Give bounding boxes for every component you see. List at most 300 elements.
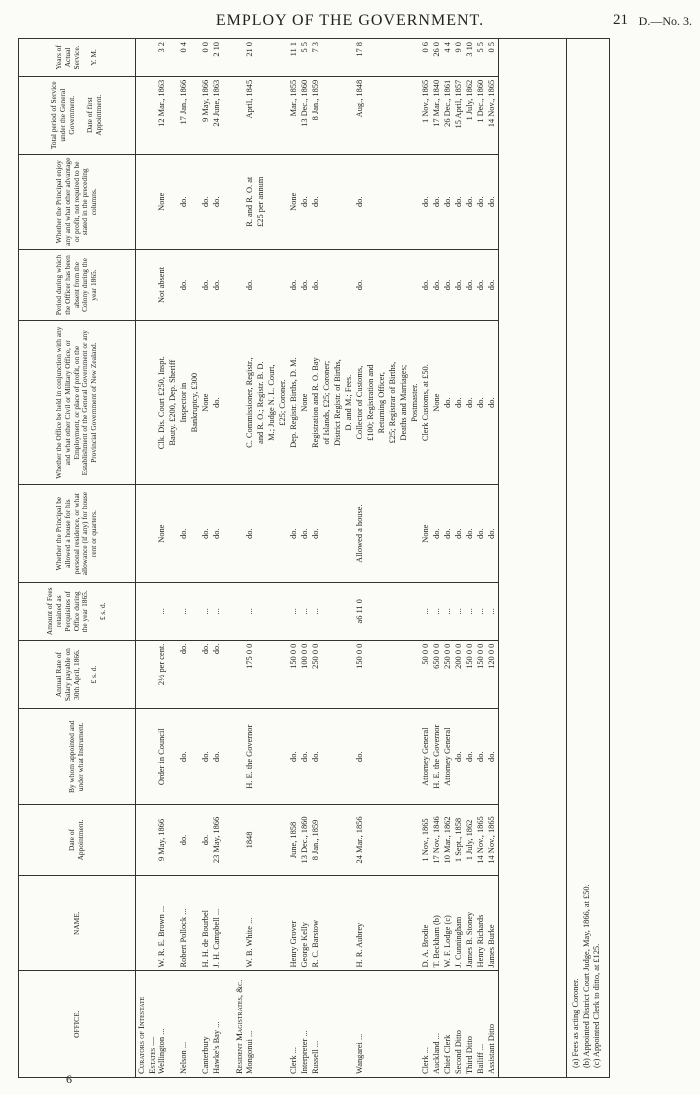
col-house: Whether the Principal be allowed a house for his personal residence, or what allowance (if any) for house rent or quarters. xyxy=(19,485,136,583)
cell-other: District Registr. of Births, xyxy=(333,321,344,485)
cell-absent: do. xyxy=(245,249,256,320)
cell-by xyxy=(322,709,333,804)
table-row xyxy=(157,39,168,1078)
cell-house: do. xyxy=(212,485,223,583)
cell-office xyxy=(190,971,201,1078)
cell-by: H. E. the Governor xyxy=(245,709,256,804)
cell-first xyxy=(366,76,377,154)
cell-adv: do. xyxy=(179,154,190,249)
table-body xyxy=(136,39,499,1078)
table-row xyxy=(454,39,465,1078)
cell-absent xyxy=(234,249,245,320)
cell-house xyxy=(278,485,289,583)
cell-date: 14 Nov., 1865 xyxy=(476,804,487,875)
cell-years xyxy=(388,39,399,77)
cell-first xyxy=(190,76,201,154)
cell-date: 14 Nov., 1865 xyxy=(487,804,499,875)
cell-first: 12 Mar., 1863 xyxy=(157,76,168,154)
cell-first xyxy=(388,76,399,154)
cell-adv: do. xyxy=(465,154,476,249)
cell-name: J. Cunningham xyxy=(454,875,465,970)
cell-office: Wangarei ... xyxy=(355,971,366,1078)
cell-office xyxy=(344,971,355,1078)
cell-house: do. xyxy=(465,485,476,583)
cell-date: 24 Mar., 1856 xyxy=(355,804,366,875)
col-fees xyxy=(19,582,136,640)
cell-first xyxy=(168,76,179,154)
cell-by xyxy=(377,709,388,804)
cell-fees xyxy=(256,582,267,640)
rotated-table-region xyxy=(18,38,610,1078)
cell-first: 24 June, 1863 xyxy=(212,76,223,154)
cell-sal xyxy=(136,640,158,709)
cell-name: Henry Richards xyxy=(476,875,487,970)
cell-adv: do. xyxy=(212,154,223,249)
cell-sal xyxy=(344,640,355,709)
cell-sal: 150 0 0 xyxy=(289,640,300,709)
cell-office: Mongonui ... xyxy=(245,971,256,1078)
cell-by: do. xyxy=(454,709,465,804)
cell-sal: 200 0 0 xyxy=(454,640,465,709)
cell-office xyxy=(322,971,333,1078)
table-row xyxy=(190,39,201,1078)
cell-date: 10 Mar., 1862 xyxy=(443,804,454,875)
cell-by: Order in Council xyxy=(157,709,168,804)
cell-office: Bailiff ... xyxy=(476,971,487,1078)
col-first-appt-label: Date of first Appointment. xyxy=(84,94,103,136)
cell-fees xyxy=(234,582,245,640)
cell-adv: do. xyxy=(300,154,311,249)
cell-office xyxy=(388,971,399,1078)
cell-adv: do. xyxy=(201,154,212,249)
cell-years: 9 0 xyxy=(454,39,465,77)
col-other-office: Whether the Office be held in conjunction with any and what other Civil or Military Office, or Employment, or place of profit, on the Establishment of the General Government or any Provincial Government of New Zealand. xyxy=(19,321,136,485)
cell-fees: ... xyxy=(289,582,300,640)
cell-date xyxy=(256,804,267,875)
cell-by: do. xyxy=(289,709,300,804)
cell-date xyxy=(168,804,179,875)
cell-house xyxy=(388,485,399,583)
cell-absent: do. xyxy=(300,249,311,320)
cell-house xyxy=(366,485,377,583)
cell-by xyxy=(256,709,267,804)
cell-house xyxy=(399,485,410,583)
cell-house: do. xyxy=(311,485,322,583)
cell-fees xyxy=(399,582,410,640)
cell-by: do. xyxy=(487,709,499,804)
cell-absent: do. xyxy=(465,249,476,320)
cell-by xyxy=(399,709,410,804)
cell-sal xyxy=(278,640,289,709)
cell-years xyxy=(168,39,179,77)
footnote-a: (a) Fees as acting Coroner. xyxy=(571,978,580,1068)
cell-first: 26 Dec., 1861 xyxy=(443,76,454,154)
cell-other: do. xyxy=(465,321,476,485)
cell-first xyxy=(377,76,388,154)
table-row xyxy=(432,39,443,1078)
cell-years xyxy=(223,39,234,77)
cell-name: George Kelly xyxy=(300,875,311,970)
page-number: 21 xyxy=(613,12,628,28)
cell-name: W. F. Lodge (c) xyxy=(443,875,454,970)
table-row xyxy=(234,39,245,1078)
cell-other: None xyxy=(201,321,212,485)
cell-fees xyxy=(278,582,289,640)
cell-by: do. xyxy=(300,709,311,804)
cell-first: 14 Nov., 1865 xyxy=(487,76,499,154)
cell-sal: 150 0 0 xyxy=(465,640,476,709)
cell-years: 0 6 xyxy=(421,39,432,77)
cell-name xyxy=(399,875,410,970)
cell-date xyxy=(377,804,388,875)
cell-years xyxy=(410,39,421,77)
cell-first: 17 Mar., 1840 xyxy=(432,76,443,154)
cell-sal xyxy=(190,640,201,709)
footnote-divider xyxy=(566,38,567,1078)
cell-date xyxy=(267,804,278,875)
cell-by xyxy=(366,709,377,804)
cell-years: 11 1 xyxy=(289,39,300,77)
cell-absent: do. xyxy=(476,249,487,320)
footnotes xyxy=(571,884,603,1068)
cell-first: 15 April, 1857 xyxy=(454,76,465,154)
cell-fees: ... xyxy=(201,582,212,640)
col-first-appointment xyxy=(19,76,136,154)
cell-date xyxy=(234,804,245,875)
cell-house xyxy=(322,485,333,583)
footnote-c: (c) Appointed Clerk to ditto, at £125. xyxy=(592,943,601,1068)
cell-adv: None xyxy=(289,154,300,249)
cell-first xyxy=(267,76,278,154)
cell-first: 8 Jan., 1859 xyxy=(311,76,322,154)
cell-sal xyxy=(388,640,399,709)
table-row xyxy=(388,39,399,1078)
cell-name: R. C. Barstow xyxy=(311,875,322,970)
cell-years: 5 5 xyxy=(300,39,311,77)
table-row xyxy=(311,39,322,1078)
cell-absent xyxy=(223,249,234,320)
cell-years xyxy=(344,39,355,77)
cell-absent xyxy=(267,249,278,320)
cell-name xyxy=(234,875,245,970)
cell-by xyxy=(267,709,278,804)
cell-fees: ... xyxy=(421,582,432,640)
cell-house: do. xyxy=(245,485,256,583)
cell-sal xyxy=(223,640,234,709)
col-salary-label: Annual Rate of Salary payable on 30th April, 1866. xyxy=(53,648,81,702)
cell-sal: do. xyxy=(201,640,212,709)
cell-date: 13 Dec., 1860 xyxy=(300,804,311,875)
cell-years: 3 2 xyxy=(157,39,168,77)
cell-name: J. H. Campbell ... xyxy=(212,875,223,970)
cell-absent xyxy=(278,249,289,320)
cell-first xyxy=(399,76,410,154)
cell-office: Hawke's Bay ... xyxy=(212,971,223,1078)
cell-fees xyxy=(344,582,355,640)
cell-house: None xyxy=(157,485,168,583)
cell-sal xyxy=(377,640,388,709)
cell-absent: do. xyxy=(201,249,212,320)
cell-absent xyxy=(388,249,399,320)
cell-other: Collector of Customs, xyxy=(355,321,366,485)
cell-years: 3 10 xyxy=(465,39,476,77)
cell-by xyxy=(278,709,289,804)
cell-fees: ... xyxy=(157,582,168,640)
table-row xyxy=(322,39,333,1078)
cell-adv: R. and R. O. at xyxy=(245,154,256,249)
cell-office xyxy=(223,971,234,1078)
cell-years xyxy=(278,39,289,77)
table-row xyxy=(421,39,432,1078)
cell-name: D. A. Brodie xyxy=(421,875,432,970)
cell-office: Second Ditto xyxy=(454,971,465,1078)
cell-name xyxy=(388,875,399,970)
cell-other: Bauty. £200, Dep. Sheriff xyxy=(168,321,179,485)
cell-sal: do. xyxy=(179,640,190,709)
cell-absent xyxy=(333,249,344,320)
cell-years xyxy=(136,39,158,77)
cell-name xyxy=(190,875,201,970)
cell-years xyxy=(234,39,245,77)
cell-sal: 50 0 0 xyxy=(421,640,432,709)
cell-date xyxy=(223,804,234,875)
cell-first xyxy=(410,76,421,154)
cell-sal: 650 0 0 xyxy=(432,640,443,709)
cell-date: 1 Sept., 1858 xyxy=(454,804,465,875)
table-row xyxy=(344,39,355,1078)
table-row xyxy=(201,39,212,1078)
cell-name: H. R. Aubrey xyxy=(355,875,366,970)
cell-absent xyxy=(344,249,355,320)
cell-by: do. xyxy=(311,709,322,804)
cell-office xyxy=(410,971,421,1078)
cell-other: do. xyxy=(476,321,487,485)
cell-house: do. xyxy=(179,485,190,583)
table-row xyxy=(300,39,311,1078)
cell-by: H. E. the Governor xyxy=(432,709,443,804)
cell-years xyxy=(377,39,388,77)
cell-other: C. Commissioner, Registr., xyxy=(245,321,256,485)
cell-first: 1 Nov., 1865 xyxy=(421,76,432,154)
cell-absent: do. xyxy=(212,249,223,320)
table-row xyxy=(476,39,487,1078)
cell-date xyxy=(333,804,344,875)
col-office: OFFICE. xyxy=(19,971,136,1078)
cell-first xyxy=(256,76,267,154)
cell-name: W. B. White ... xyxy=(245,875,256,970)
cell-fees: ... xyxy=(487,582,499,640)
cell-by: do. xyxy=(179,709,190,804)
page-title: EMPLOY OF THE GOVERNMENT. xyxy=(215,12,485,29)
cell-date: 1 Nov., 1865 xyxy=(421,804,432,875)
cell-other: and R. O.; Registr. B. D. xyxy=(256,321,267,485)
cell-adv xyxy=(278,154,289,249)
cell-other: Returning Officer, xyxy=(377,321,388,485)
cell-name xyxy=(256,875,267,970)
cell-office: Canterbury xyxy=(201,971,212,1078)
cell-fees: ... xyxy=(443,582,454,640)
cell-sal xyxy=(234,640,245,709)
cell-sal: 120 0 0 xyxy=(487,640,499,709)
cell-name: James B. Stoney xyxy=(465,875,476,970)
cell-office: Nelson ... xyxy=(179,971,190,1078)
cell-sal xyxy=(333,640,344,709)
cell-other: None xyxy=(432,321,443,485)
cell-years: 17 8 xyxy=(355,39,366,77)
cell-name xyxy=(366,875,377,970)
cell-other: Clk. Dis. Court £250, Inspt. xyxy=(157,321,168,485)
cell-office: Assistant Ditto xyxy=(487,971,499,1078)
table-row xyxy=(256,39,267,1078)
cell-name xyxy=(322,875,333,970)
cell-first: 9 May, 1866 xyxy=(201,76,212,154)
cell-by xyxy=(344,709,355,804)
cell-house xyxy=(333,485,344,583)
cell-first: 13 Dec., 1860 xyxy=(300,76,311,154)
table-row xyxy=(223,39,234,1078)
table-row xyxy=(465,39,476,1078)
cell-other: D. and M.; Fees. xyxy=(344,321,355,485)
cell-first xyxy=(234,76,245,154)
cell-adv xyxy=(223,154,234,249)
cell-house: do. xyxy=(487,485,499,583)
cell-sal: 250 0 0 xyxy=(311,640,322,709)
cell-by xyxy=(333,709,344,804)
cell-office xyxy=(256,971,267,1078)
cell-office: Clerk ... xyxy=(421,971,432,1078)
cell-fees xyxy=(322,582,333,640)
cell-name: Henry Grover xyxy=(289,875,300,970)
table-row xyxy=(410,39,421,1078)
cell-sal xyxy=(399,640,410,709)
cell-office: Third Ditto xyxy=(465,971,476,1078)
cell-date xyxy=(399,804,410,875)
col-fees-label: Amount of Fees retained as Perquisites of Office during the year 1865. xyxy=(44,587,90,636)
cell-office: Resident Magistrates, &c. xyxy=(234,971,245,1078)
cell-date: June, 1858 xyxy=(289,804,300,875)
cell-years: 5 5 xyxy=(476,39,487,77)
cell-first: 17 Jan., 1866 xyxy=(179,76,190,154)
cell-absent: do. xyxy=(311,249,322,320)
document-reference: D.—No. 3. xyxy=(638,14,692,28)
cell-years xyxy=(256,39,267,77)
table-row xyxy=(366,39,377,1078)
table-row xyxy=(179,39,190,1078)
cell-by xyxy=(136,709,158,804)
cell-adv: do. xyxy=(487,154,499,249)
cell-fees: ... xyxy=(432,582,443,640)
cell-date: 8 Jan., 1859 xyxy=(311,804,322,875)
cell-house xyxy=(256,485,267,583)
table-row xyxy=(267,39,278,1078)
cell-house: do. xyxy=(454,485,465,583)
cell-absent xyxy=(256,249,267,320)
cell-adv: None xyxy=(157,154,168,249)
cell-date: do. xyxy=(179,804,190,875)
col-years-units: Y. M. xyxy=(89,49,99,66)
cell-years: 0 0 xyxy=(201,39,212,77)
employment-table xyxy=(18,38,499,1078)
footnote-b: (b) Appointed District Court Judge, May, 1866, at £50. xyxy=(581,884,591,1068)
cell-fees xyxy=(388,582,399,640)
cell-by xyxy=(168,709,179,804)
table-row xyxy=(289,39,300,1078)
col-years xyxy=(19,39,136,77)
cell-absent: do. xyxy=(179,249,190,320)
cell-fees xyxy=(168,582,179,640)
cell-first xyxy=(344,76,355,154)
cell-years: 0 4 xyxy=(179,39,190,77)
cell-sal xyxy=(256,640,267,709)
cell-fees: ... xyxy=(212,582,223,640)
cell-fees xyxy=(377,582,388,640)
cell-adv: do. xyxy=(454,154,465,249)
cell-absent: do. xyxy=(355,249,366,320)
cell-other: £25; Coroner. xyxy=(278,321,289,485)
cell-sal xyxy=(168,640,179,709)
cell-house: None xyxy=(421,485,432,583)
col-salary xyxy=(19,640,136,709)
cell-other: None xyxy=(300,321,311,485)
cell-office xyxy=(377,971,388,1078)
cell-house xyxy=(168,485,179,583)
cell-by xyxy=(190,709,201,804)
cell-years xyxy=(399,39,410,77)
cell-by xyxy=(388,709,399,804)
table-row xyxy=(212,39,223,1078)
cell-by xyxy=(234,709,245,804)
cell-name xyxy=(136,875,158,970)
cell-first: 1 July, 1862 xyxy=(465,76,476,154)
cell-house: do. xyxy=(289,485,300,583)
cell-absent: do. xyxy=(454,249,465,320)
cell-absent xyxy=(190,249,201,320)
cell-years xyxy=(267,39,278,77)
cell-adv xyxy=(168,154,179,249)
cell-date xyxy=(322,804,333,875)
cell-adv xyxy=(333,154,344,249)
cell-first xyxy=(322,76,333,154)
cell-first xyxy=(136,76,158,154)
cell-adv: do. xyxy=(443,154,454,249)
cell-fees xyxy=(333,582,344,640)
cell-other xyxy=(136,321,158,485)
cell-date: do. xyxy=(201,804,212,875)
cell-name xyxy=(377,875,388,970)
cell-absent: do. xyxy=(432,249,443,320)
cell-by xyxy=(223,709,234,804)
cell-sal xyxy=(267,640,278,709)
cell-absent: Not absent xyxy=(157,249,168,320)
cell-years xyxy=(366,39,377,77)
cell-first: Mar., 1855 xyxy=(289,76,300,154)
cell-house: do. xyxy=(443,485,454,583)
cell-name: W. R. E. Brown ... xyxy=(157,875,168,970)
cell-other: Clerk Customs, at £50. xyxy=(421,321,432,485)
cell-by: Attorney General xyxy=(421,709,432,804)
cell-office xyxy=(278,971,289,1078)
cell-house xyxy=(410,485,421,583)
cell-office: Interpreter ... xyxy=(300,971,311,1078)
cell-office: Wellington ... xyxy=(157,971,168,1078)
cell-other: £100; Registration and xyxy=(366,321,377,485)
cell-fees: ... xyxy=(311,582,322,640)
cell-other xyxy=(234,321,245,485)
table-row xyxy=(377,39,388,1078)
cell-other: £25; Registrar of Births, xyxy=(388,321,399,485)
cell-adv xyxy=(388,154,399,249)
cell-sal: 150 0 0 xyxy=(355,640,366,709)
